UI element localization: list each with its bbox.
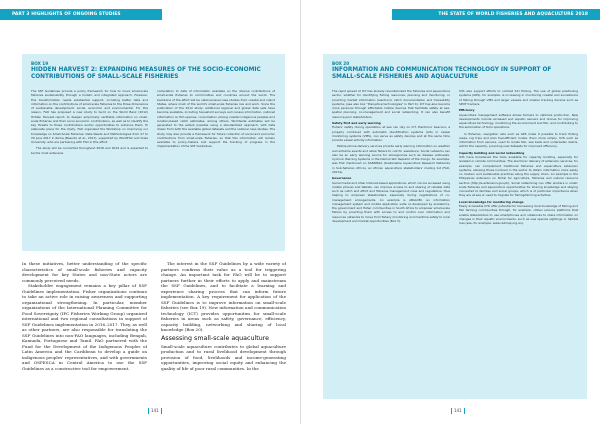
section-header: PART 3 HIGHLIGHTS OF ONGOING STUDIES [0, 9, 162, 20]
box-column-1 [31, 89, 148, 243]
body-paragraph: The interest in the SSF Guidelines by a wide variety of partners confirms their value as a tool for triggering change. An important task for FAO will be to support partners further in their efforts to apply and mainstream the SSF Guidelines, and to facilitate a learning and experience sharing process that can inform future implementation. A key requirement for application of the SSF Guidelines is to improve information on small-scale fisheries (see Box 19). New information and communication technology (ICT) provides opportunities for small-scale fisheries in areas such as safety, governance, efficiency, capacity building, networking and sharing of local knowledge (Box 20). [161, 261, 286, 332]
body-column-2 [161, 261, 286, 386]
body-paragraph: Stakeholder engagement remains a key pillar of SSF Guidelines implementation. Fisher organizations continue to take an active role in raising awareness and supporting organizational strengthening. In particular, member organizations of the International Planning Committee for Food Sovereignty (IPC Fisheries Working Group) organized international and two regional consultations in support of SSF Guidelines implementation in 2016–2017. They, as well as other partners, are also responsible for translating the SSF Guidelines into non-FAO languages, including Bengali, Kannada, Portuguese and Tamil. FAO partnered with the Fund for the Development of the Indigenous Peoples of Latin America and the Caribbean to develop a guide on indigenous peoples' representatives, and with governments and OSPESCA in Central America to use the SSF Guidelines as a constructive tool for empowerment. [22, 283, 147, 371]
box-paragraph: The SSF Guidelines provide a policy framework for how to move small-scale fisheries sustainability through a holistic and integrated approach. However, this transformation needs substantial support, including better data and information on the contributions of small-scale fisheries to the three dimensions of sustainable development: social, economic and environmental. For this reason, FAO has proposed a new study to build on the World Bank (2012) Hidden Harvest report, to deepen empirically verifiable information on small-scale fisheries and their socio-economic contributions, as well as to identify the key threats to these contributions and/or opportunities to enhance them. To elaborate plans for the study, FAO organized the Workshop on Improving our Knowledge on Small-Scale Fisheries: Data Needs and Methodologies from 27 to 29 June 2017 in Rome (Basurto et al., 2017), supported by WorldFish and Duke University, who are partnering with FAO in this effort. [31, 89, 148, 144]
body-column-1 [22, 261, 147, 386]
subsection-heading: Assessing small-scale aquaculture [161, 334, 270, 342]
box-subheading: Capacity building and social networking [459, 150, 525, 155]
box-column-2 [459, 89, 578, 391]
body-paragraph: Small-scale aquaculture contributes to global aquaculture production and to rural livelihood development through provision of food, livelihoods and income-generating opportunities, improving social equity and enhancing the quality of life of poor rural communities. In the [161, 343, 286, 371]
box-paragraph: Easily accessible ICTs offer potential for harnessing local knowledge of fishing and fish farming communities through, for example, citizen science platforms that enable stakeholders to use smartphones and notebooks to share information on changes in their aquatic environments, such as new species sightings or habitat loss (see, for example, www.redmap.org.au). [459, 204, 578, 225]
box-paragraph: The rapid spread of ICT has already revolutionized the fisheries and aquaculture sector, whether for identifying fishing resources, planning and monitoring, or providing market information (electronic catch documentation and traceability systems; (see also box "Disruptive technologies" in Part 4). ICT has also become more personal through affordable mobile devices that facilitate safety at sea, spatial planning, co-management and social networking. It can also benefit resource-poor stakeholders. [332, 89, 450, 119]
page-number: 141 [143, 408, 167, 414]
box-paragraph: Mobile phone-delivery services provide early warning information on weather and extreme events and allow fishers to call for assistance. Social networks can also be an early warning source for emergencies such as disease outbreaks. Cyclonic Warning Systems in the Democratic Republic of the Congo, for example, was first mentioned on SARNISSA (Sustainable Aquaculture Research Networks in Sub-Saharan Africa), an African aquaculture stakeholders' mailing list (FAO, 2017a). [332, 144, 450, 174]
box-subheading: Efficiency [459, 108, 475, 112]
box-20 [323, 54, 587, 399]
box-paragraph: ICTs have broadened the tools available for capacity building, especially for isolated or remote communities. The electronic delivery of extension services, for example, can complement traditional fisheries and aquaculture extension systems, allowing those involved in the sector to obtain information more easily on modern and sustainable practices along the supply chain. An example in the Philippines extension on Portal for agriculture, fisheries and natural resource sectors (http://e-extension.gov.ph). Social networking can offer workers in small-scale fisheries and aquaculture opportunities for sharing knowledge and staying connected to families and social groups, which is of particular importance when they are at sea or need to migrate for fishing/farming activities. [459, 155, 578, 198]
box-title: HIDDEN HARVEST 2: EXPANDING MEASURES OF THE SOCIO-ECONOMIC CONTRIBUTIONS OF SMALL-SCALE FISHERIES [31, 67, 261, 80]
box-column-2 [157, 89, 275, 243]
box-label: BOX 20 [332, 61, 350, 66]
box-paragraph: Social media and other Internet-based applications, which can be accessed using mobile phones and tablets, can improve access to and sharing of reliable data such as catch and effort and fisheries management rules and regulations, thus helping to empower stakeholders, especially during negotiations of co-management arrangements. An example is ABALOBI, an information management system and mobile application suite co-developed by academics, the government and fisher communities in South Africa to empower small-scale fishers by providing them with access to and control over information and resources networks to move from fishery monitoring and maritime safety to local development and market opportunities (Box 5). [332, 180, 450, 223]
box-paragraph: Aquaculture management software allows farmers to optimize production. New developments include air-based and aquatic sensors and drones for improving aquaculture technology, monitoring the environment and fish, and contributing to the automation of farm operations. [459, 112, 578, 130]
box-paragraph: Fishers' safety during operations at sea can rely on ICT. Electronic beacons, a properly combined with automatic identification systems (AIS) or vessel monitoring systems (VMS), can serve as safety devices and at the same time provide vessel activity information. [332, 125, 450, 142]
box-paragraph: ICTs also support efforts to combat IUU fishing. The use of global positioning systems (GPS), for example, is increasing in monitoring coastal and surveillance of fishing through VMS and larger vessels and smaller tracking devices such as SPOT trackers. [459, 89, 578, 106]
page-number: 141 [446, 408, 470, 414]
box-subheading: Local knowledge for monitoring change [459, 199, 524, 204]
box-subheading: Governance [332, 176, 352, 180]
right-page [300, 0, 600, 424]
box-19 [22, 54, 285, 251]
box-paragraph: In fisheries, navigation aids such as GPS make it possible to track fishing areas, log trips and plan fuel-efficient routes. Even more simply, ICTs such as information from sensors, used to locate fish, sea beds and underwater debris, add to the capacity, providing new datasets for improved efficiency. [459, 131, 578, 149]
box-subheading: Safety first and early warning [332, 120, 381, 125]
box-column-1 [332, 89, 450, 391]
box-paragraph: The study will be conducted throughout 2018 and 2019 and is expected to be the most extensive [31, 146, 148, 155]
box-label: BOX 19 [31, 61, 49, 66]
publication-header: THE STATE OF WORLD FISHERIES AND AQUACULTURE 2018 [392, 9, 600, 20]
box-paragraph: compilation to date of information available on the diverse contributions of small-scale fisheries to communities and countries around the world. The backbone of the effort will be national-level case studies from coastal and inland States, where most of the world's small-scale fisheries live and work. Since the publication of the 2012 study, additional regional and global data sets have become available, including household surveys and census information, national information on fish species, consumption among coastal indigenous peoples and location-based catch estimates, among others. Worldwide estimates will be generated to the extent possible using a standardized approach, with data drawn from both the available global datasets and the national case studies. The study may also provide a framework for future collection of social and economic contributions from small-scale fisheries, so that this information will remain available to policy-makers and support the tracking of progress in the implementation of the SSF Guidelines. [157, 89, 275, 149]
box-title: INFORMATION AND COMMUNICATION TECHNOLOGY IN SUPPORT OF SMALL-SCALE FISHERIES AND AQUACULTURE [332, 67, 552, 80]
body-paragraph: In these initiatives, better understanding of the specific characteristics of small-scale fisheries and capacity development for key States and non-State actors are commonly perceived needs. [22, 261, 147, 283]
